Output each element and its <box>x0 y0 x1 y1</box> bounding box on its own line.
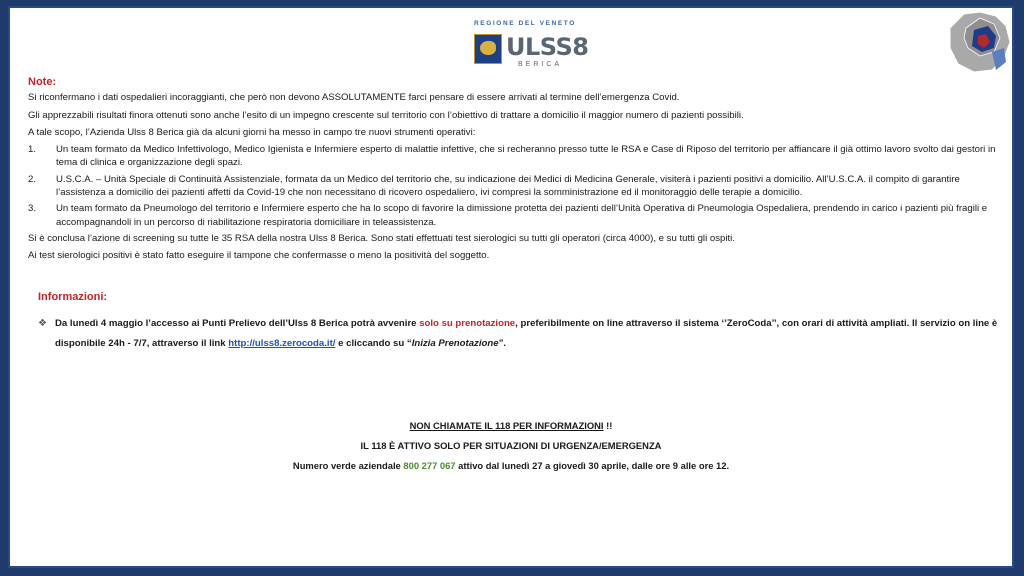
list-item: 3. Un team formato da Pneumologo del territorio e Infermiere esperto che ha lo scopo di favorire la dimissione protetta dei pazienti dell’Unità Operativa di Pneumologia Ospedaliera, prendendo in carico i pazienti più fragili e accompagnandoli in un percorso di riabilitazione respiratoria domiciliare in teleassistenza. <box>28 203 988 228</box>
ulss8-logo <box>466 20 589 72</box>
info-bullet: ❖ Da lunedì 4 maggio l’accesso ai Punti Prelievo dell’Ulss 8 Berica potrà avvenire solo su prenotazione, preferibilmente on line attraverso il sistema ‘’ZeroCoda’’, con orari di attività ampliati. Il servizio on line è disponibile 24h - 7/7, attraverso il link http://ulss8.zerocoda.it/ e cliccando su “Inizia Prenotazione”. <box>28 314 998 354</box>
notes-heading: Note: <box>28 76 57 88</box>
brand-subtitle: BERICA <box>518 61 563 68</box>
booking-required-text: solo su prenotazione <box>419 317 516 329</box>
note-paragraph: Gli apprezzabili risultati finora ottenuti sono anche l’esito di un impegno crescente sul territorio con l’obiettivo di trattare a domicilio il maggior numero di pazienti possibili. <box>28 109 744 121</box>
brand-name: ULSS8 <box>506 33 589 61</box>
note-paragraph: Ai test sierologici positivi è stato fatto eseguire il tampone che confermasse o meno la positività del soggetto. <box>28 250 490 262</box>
emergency-footer <box>8 416 1014 476</box>
note-paragraph: Si è conclusa l’azione di screening su tutte le 35 RSA della nostra Ulss 8 Berica. Sono stati effettuati test sierologici su tutti gli operatori (circa 4000), e su tutti gli ospiti. <box>28 232 735 244</box>
note-paragraph: Si riconfermano i dati ospedalieri incoraggianti, che però non devono ASSOLUTAMENTE farci pensare di essere arrivati al termine dell’emergenza Covid. <box>28 92 680 104</box>
note-paragraph: A tale scopo, l’Azienda Ulss 8 Berica già da alcuni giorni ha messo in campo tre nuovi strumenti operativi: <box>28 126 476 138</box>
zerocoda-link[interactable]: http://ulss8.zerocoda.it/ <box>228 337 336 349</box>
region-label: REGIONE DEL VENETO <box>474 20 576 27</box>
lion-of-st-mark-crest-icon <box>474 34 502 64</box>
tools-list <box>28 143 998 229</box>
list-item: 1. Un team formato da Medico Infettivologo, Medico Igienista e Infermiere esperto di malattie infettive, che si recheranno presso tutte le RSA e Case di Riposo del territorio per affiancare il già ottimo lavoro svolto dai gestori in tema di clinica e organizzazione degli spazi. <box>28 144 996 169</box>
footer-line: Numero verde aziendale 800 277 067 attivo dal lunedì 27 a giovedì 30 aprile, dalle ore 9 alle ore 12. <box>292 460 730 471</box>
content <box>28 76 998 354</box>
footer-line: NON CHIAMATE IL 118 PER INFORMAZIONI !! <box>409 420 613 431</box>
toll-free-number: 800 277 067 <box>403 460 456 471</box>
diamond-bullet-icon: ❖ <box>38 317 47 329</box>
list-item: 2. U.S.C.A. – Unità Speciale di Continuità Assistenziale, formata da un Medico del territorio che, su indicazione dei Medici di Medicina Generale, visiterà i pazienti positivi a domicilio. All’U.S.C.A. il compito di garantire l’assistenza a domicilio dei pazienti affetti da Covid-19 che non necessitano di ricovero ospedaliero, ivi compresi la somministrazione ed il monitoraggio delle terapie a domicilio. <box>28 173 960 199</box>
veneto-region-map-icon <box>944 8 1014 76</box>
info-heading: Informazioni: <box>38 290 108 303</box>
footer-line: IL 118 È ATTIVO SOLO PER SITUAZIONI DI URGENZA/EMERGENZA <box>360 440 662 451</box>
slide <box>8 6 1014 568</box>
